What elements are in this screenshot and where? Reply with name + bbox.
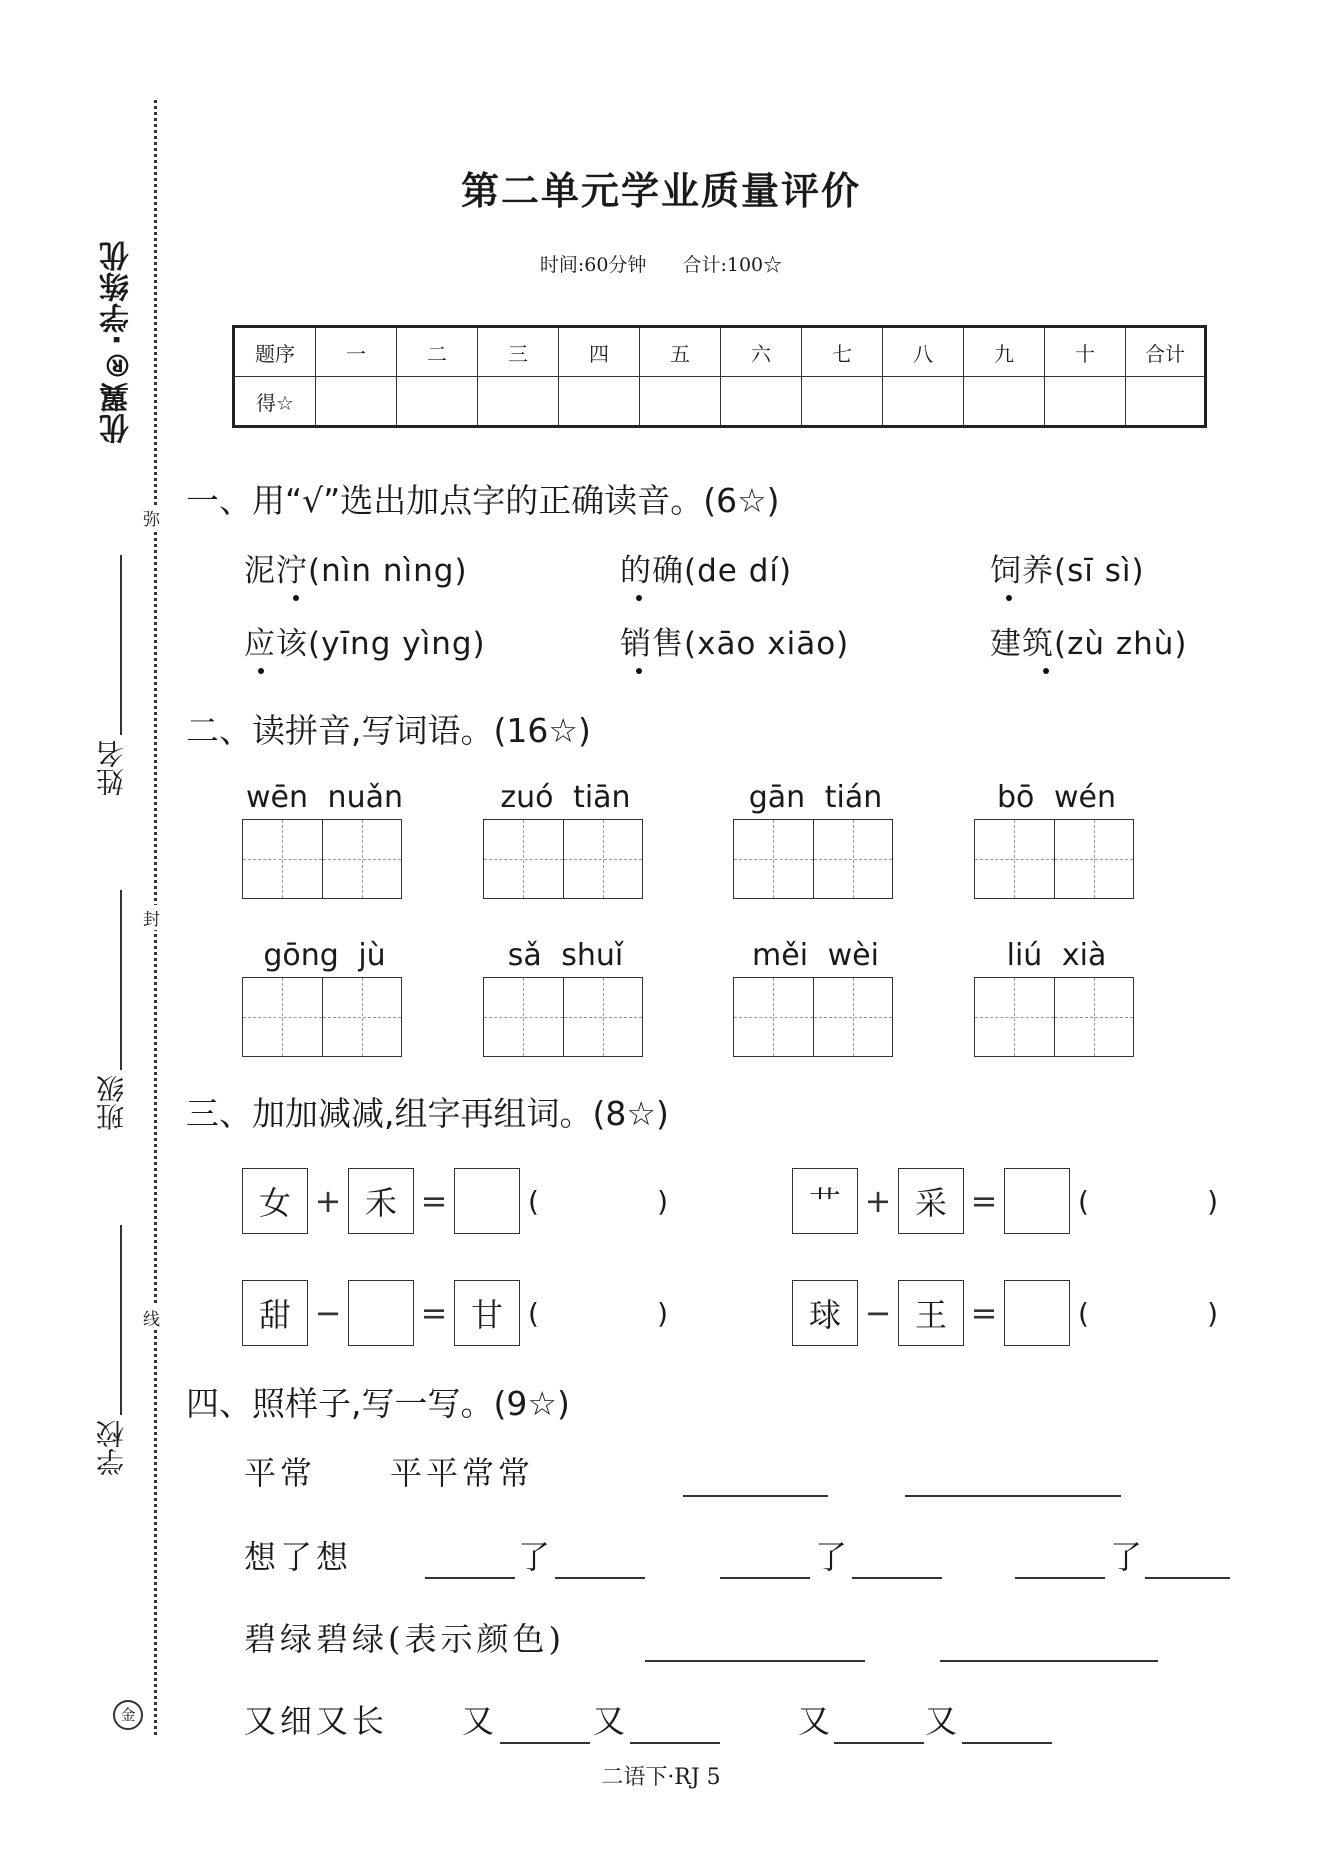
pattern-char: 又 <box>925 1702 962 1740</box>
pinyin-word <box>974 938 1139 1057</box>
char-equation <box>792 1168 1218 1234</box>
pinyin-word <box>733 780 898 899</box>
score-cell[interactable] <box>802 377 883 427</box>
score-value-row <box>234 377 1206 427</box>
school-field[interactable] <box>120 1225 122 1415</box>
name-label: 姓名 <box>95 740 128 796</box>
score-header-row <box>234 327 1206 377</box>
exam-meta: 时间:60分钟 合计:100☆ <box>539 254 783 276</box>
pronunciation-item[interactable]: 建筑(zù zhù) <box>990 626 1188 662</box>
seal-word-mi: 弥 <box>143 505 160 530</box>
score-header: 三 <box>478 327 559 377</box>
plus-sign: + <box>314 1182 342 1220</box>
word-blank[interactable]: ( ) <box>528 1184 668 1218</box>
pronunciation-item[interactable]: 饲养(sī sì) <box>990 553 1145 589</box>
pronunciation-item[interactable]: 应该(yīng yìng) <box>244 626 486 662</box>
pinyin-word <box>483 780 648 899</box>
answer-blank[interactable] <box>630 1742 720 1744</box>
emphasis-dot <box>636 668 642 674</box>
answer-blank[interactable] <box>645 1660 865 1662</box>
pattern-char: 又 <box>462 1702 499 1740</box>
char-box: 王 <box>898 1280 964 1346</box>
char-box: 甘 <box>454 1280 520 1346</box>
score-cell[interactable] <box>397 377 478 427</box>
answer-blank[interactable] <box>720 1577 810 1579</box>
char-box: 采 <box>898 1168 964 1234</box>
char-box: 甜 <box>242 1280 308 1346</box>
pinyin-label: zuó tiān <box>500 780 631 815</box>
example-word: 又细又长 <box>244 1702 389 1740</box>
pinyin-word <box>483 938 648 1057</box>
pinyin-word <box>242 938 407 1057</box>
school-label: 学校 <box>95 1420 128 1476</box>
answer-blank[interactable] <box>962 1742 1052 1744</box>
char-box: 球 <box>792 1280 858 1346</box>
page-footer: 二语下·RJ 5 <box>601 1765 721 1790</box>
score-header: 五 <box>640 327 721 377</box>
pinyin-label: měi wèi <box>752 938 879 973</box>
pinyin-label: bō wén <box>997 780 1116 815</box>
brand-logo: 优翼®·学练优 <box>100 240 135 444</box>
answer-blank[interactable] <box>425 1577 515 1579</box>
name-field[interactable] <box>120 555 122 735</box>
score-header: 十 <box>1045 327 1126 377</box>
answer-box[interactable] <box>1004 1168 1070 1234</box>
score-header: 六 <box>721 327 802 377</box>
writing-grid[interactable] <box>483 819 643 899</box>
section4-title: 四、照样子,写一写。(9☆) <box>186 1384 570 1423</box>
emphasis-dot <box>293 595 299 601</box>
emphasis-dot <box>636 595 642 601</box>
pattern-char: 又 <box>798 1702 835 1740</box>
plus-sign: + <box>864 1182 892 1220</box>
score-header: 二 <box>397 327 478 377</box>
score-header: 一 <box>316 327 397 377</box>
emphasis-dot <box>1006 595 1012 601</box>
score-header: 七 <box>802 327 883 377</box>
answer-blank[interactable] <box>683 1495 828 1497</box>
answer-blank[interactable] <box>500 1742 590 1744</box>
score-cell[interactable] <box>964 377 1045 427</box>
word-blank[interactable]: ( ) <box>1078 1184 1218 1218</box>
score-cell[interactable] <box>883 377 964 427</box>
pattern-char: 又 <box>593 1702 630 1740</box>
char-equation <box>242 1280 668 1346</box>
writing-grid[interactable] <box>974 977 1134 1057</box>
writing-grid[interactable] <box>242 819 402 899</box>
pattern-char: 了 <box>518 1538 555 1576</box>
emphasis-dot <box>1043 668 1049 674</box>
example-answer: 平平常常 <box>390 1454 535 1492</box>
pattern-char: 了 <box>1110 1538 1147 1576</box>
seal-word-feng: 封 <box>143 905 160 930</box>
answer-blank[interactable] <box>1145 1577 1230 1579</box>
writing-grid[interactable] <box>483 977 643 1057</box>
char-equation <box>792 1280 1218 1346</box>
writing-grid[interactable] <box>242 977 402 1057</box>
gold-mark-icon: 金 <box>113 1700 143 1730</box>
writing-grid[interactable] <box>974 819 1134 899</box>
answer-blank[interactable] <box>834 1742 924 1744</box>
score-header: 九 <box>964 327 1045 377</box>
equals-sign: = <box>970 1294 998 1332</box>
pinyin-label: gōng jù <box>263 938 386 973</box>
score-cell[interactable] <box>721 377 802 427</box>
example-word: 平常 <box>244 1454 317 1492</box>
example-word: 想了想 <box>244 1538 353 1576</box>
section1-title: 一、用“√”选出加点字的正确读音。(6☆) <box>186 481 780 520</box>
emphasis-dot <box>258 668 264 674</box>
equals-sign: = <box>420 1294 448 1332</box>
score-header: 合计 <box>1126 327 1206 377</box>
section3-title: 三、加加减减,组字再组词。(8☆) <box>186 1094 669 1133</box>
pattern-char: 了 <box>815 1538 852 1576</box>
word-blank[interactable]: ( ) <box>528 1296 668 1330</box>
answer-box[interactable] <box>1004 1280 1070 1346</box>
section2-title: 二、读拼音,写词语。(16☆) <box>186 711 591 750</box>
pronunciation-item[interactable]: 的确(de dí) <box>620 553 793 589</box>
minus-sign: − <box>314 1294 342 1332</box>
score-cell[interactable] <box>559 377 640 427</box>
char-box: 禾 <box>348 1168 414 1234</box>
example-word: 碧绿碧绿(表示颜色) <box>244 1620 565 1658</box>
pinyin-label: wēn nuǎn <box>246 780 403 815</box>
pinyin-word <box>242 780 407 899</box>
score-header: 四 <box>559 327 640 377</box>
minus-sign: − <box>864 1294 892 1332</box>
answer-box[interactable] <box>348 1280 414 1346</box>
writing-grid[interactable] <box>733 977 893 1057</box>
score-header: 题序 <box>234 327 316 377</box>
class-field[interactable] <box>120 890 122 1070</box>
pinyin-word <box>974 780 1139 899</box>
class-label: 班级 <box>95 1075 128 1131</box>
score-cell[interactable] <box>1126 377 1206 427</box>
score-cell[interactable] <box>478 377 559 427</box>
answer-blank[interactable] <box>940 1660 1158 1662</box>
score-cell[interactable] <box>1045 377 1126 427</box>
char-box: 女 <box>242 1168 308 1234</box>
answer-box[interactable] <box>454 1168 520 1234</box>
pronunciation-item[interactable]: 泥泞(nìn nìng) <box>244 553 468 589</box>
writing-grid[interactable] <box>733 819 893 899</box>
score-cell[interactable] <box>640 377 721 427</box>
equals-sign: = <box>420 1182 448 1220</box>
answer-blank[interactable] <box>905 1495 1121 1497</box>
char-equation <box>242 1168 668 1234</box>
pinyin-label: sǎ shuǐ <box>507 938 624 973</box>
seal-word-xian: 线 <box>143 1305 160 1330</box>
char-box: 艹 <box>792 1168 858 1234</box>
pinyin-word <box>733 938 898 1057</box>
score-row-label: 得☆ <box>234 377 316 427</box>
equals-sign: = <box>970 1182 998 1220</box>
pinyin-label: gān tián <box>748 780 883 815</box>
answer-blank[interactable] <box>852 1577 942 1579</box>
page-title: 第二单元学业质量评价 <box>460 168 861 213</box>
answer-blank[interactable] <box>1015 1577 1105 1579</box>
pinyin-label: liú xià <box>1006 938 1107 973</box>
answer-blank[interactable] <box>555 1577 645 1579</box>
score-cell[interactable] <box>316 377 397 427</box>
pronunciation-item[interactable]: 销售(xāo xiāo) <box>620 626 850 662</box>
score-header: 八 <box>883 327 964 377</box>
score-table <box>232 325 1207 428</box>
word-blank[interactable]: ( ) <box>1078 1296 1218 1330</box>
